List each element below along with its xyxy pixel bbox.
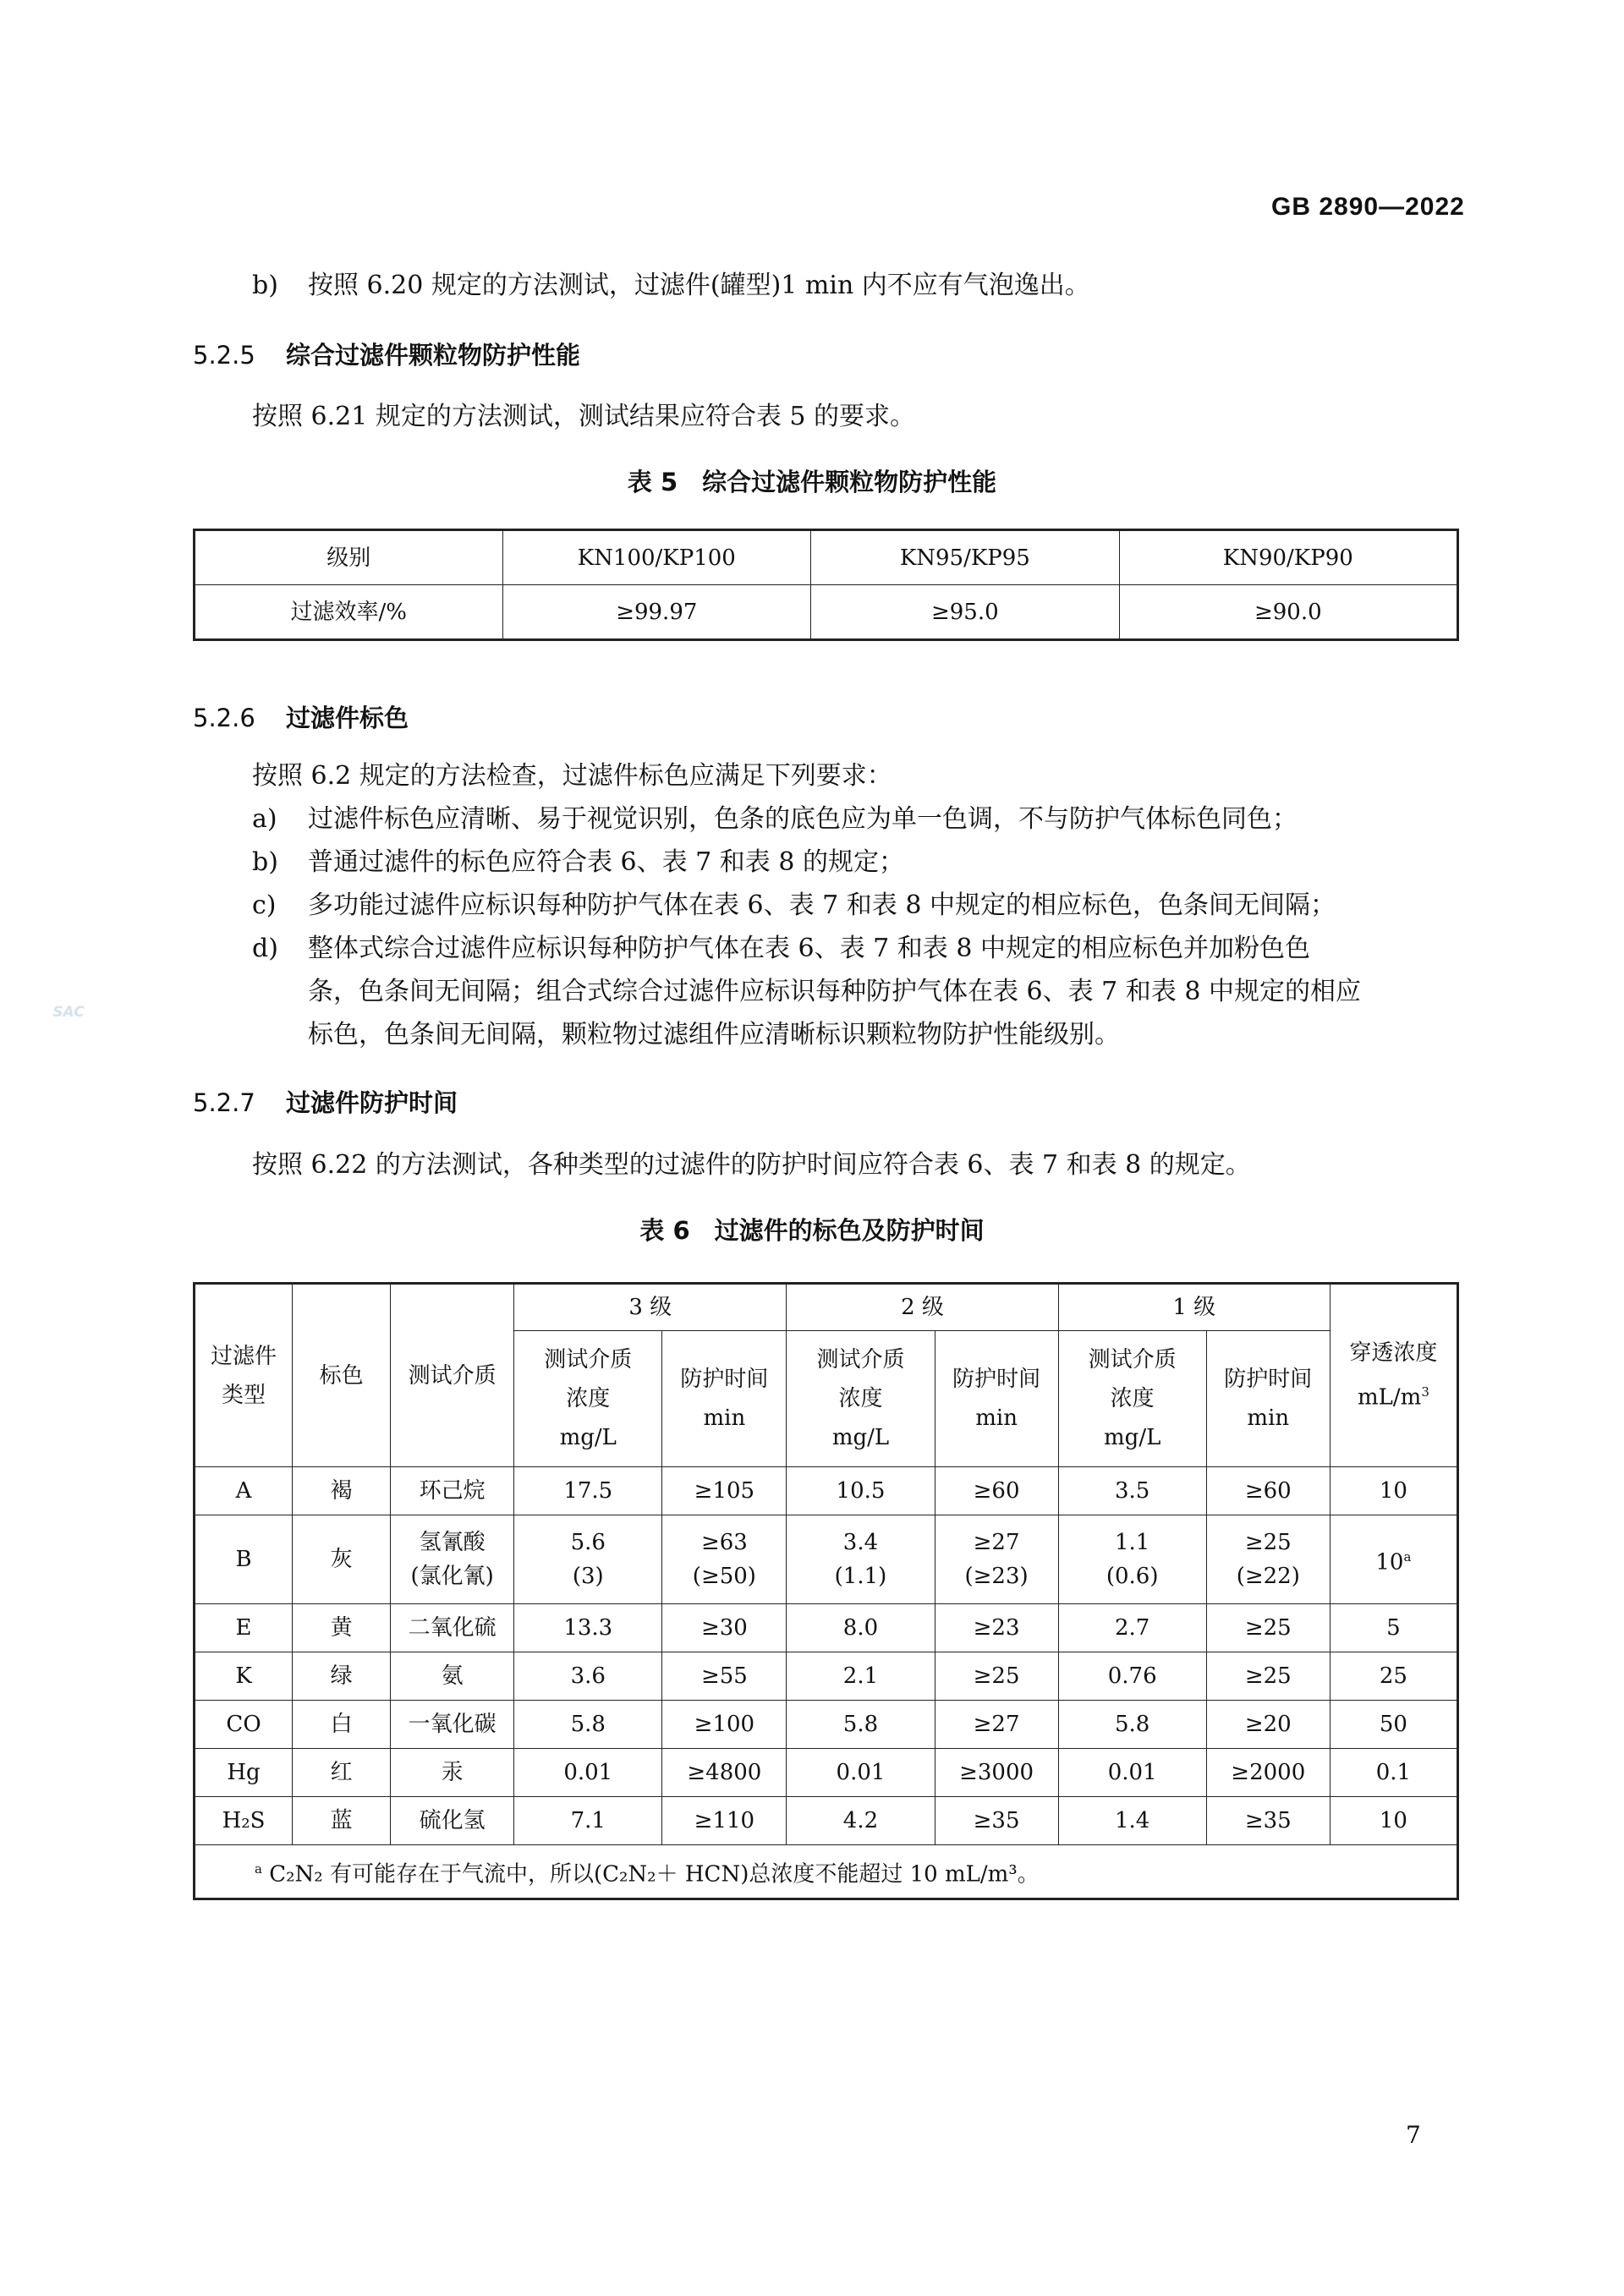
list-item-text: 多功能过滤件应标识每种防护气体在表 6、表 7 和表 8 中规定的相应标色，色条间无间隔； (308, 890, 1336, 920)
cell-line: ≥35 (973, 1808, 1020, 1833)
table-6-title: 表 6 过滤件的标色及防护时间 (639, 1216, 985, 1245)
footnote-mark: a (255, 1860, 262, 1877)
table-cell (514, 1652, 662, 1701)
page-number: 7 (1406, 2121, 1421, 2149)
table-5 (193, 529, 1459, 641)
table-cell: KN90/KP90 (1119, 530, 1457, 585)
table-row (195, 1701, 1458, 1749)
table-cell: E (195, 1604, 293, 1652)
cell-line: ≥4800 (687, 1760, 762, 1785)
table-cell (1330, 1467, 1457, 1515)
cell-line: (≥50) (692, 1564, 756, 1589)
table-cell: 黄 (293, 1604, 391, 1652)
section-title: 过滤件标色 (286, 704, 409, 732)
list-item (252, 889, 1336, 923)
cell-line: (氯化氰) (410, 1564, 494, 1589)
cell-line: ≥100 (694, 1712, 755, 1737)
header-text: min (1247, 1406, 1290, 1431)
table-cell: KN100/KP100 (502, 530, 811, 585)
header-type (195, 1284, 293, 1467)
list-item (252, 269, 1090, 303)
header-unit (1330, 1373, 1457, 1417)
paragraph: 按照 6.2 规定的方法检查，过滤件标色应满足下列要求： (252, 761, 892, 791)
cell-line: 10.5 (836, 1478, 886, 1504)
table-row (195, 585, 1458, 640)
table-cell (1058, 1797, 1206, 1845)
table-5-title: 表 5 综合过滤件颗粒物防护性能 (627, 468, 997, 496)
list-item-text: 按照 6.20 规定的方法测试，过滤件(罐型)1 min 内不应有气泡逸出。 (308, 271, 1090, 300)
list-item-text: 过滤件标色应清晰、易于视觉识别，色条的底色应为单一色调，不与防护气体标色同色； (308, 804, 1298, 834)
header-text: 测试介质 (1088, 1347, 1177, 1373)
cell-line: (1.1) (834, 1564, 887, 1589)
section-heading-5-2-7 (193, 1084, 458, 1119)
cell-line: ≥60 (1244, 1478, 1292, 1504)
header-text: 防护时间 (1224, 1367, 1313, 1392)
cell-line: 一氧化碳 (408, 1712, 497, 1737)
list-item (252, 932, 1310, 966)
cell-line: 5.8 (570, 1712, 606, 1737)
table-cell (1058, 1467, 1206, 1515)
table-cell (787, 1652, 935, 1701)
table-cell (662, 1749, 787, 1797)
cell-value: 10 (1375, 1549, 1404, 1575)
cell-line: 3.6 (570, 1663, 606, 1689)
cell-line: (≥22) (1236, 1564, 1300, 1589)
table-cell (1206, 1604, 1330, 1652)
table-cell (935, 1749, 1058, 1797)
header-text: 浓度 (1110, 1386, 1155, 1411)
cell-value: 10 (1379, 1808, 1407, 1833)
header-text: 防护时间 (952, 1367, 1041, 1392)
cell-line: 1.1 (1115, 1530, 1150, 1555)
table-row (195, 1515, 1458, 1604)
table-cell (662, 1604, 787, 1652)
table-cell (391, 1652, 514, 1701)
header-medium: 测试介质 (391, 1284, 514, 1467)
table-cell (1206, 1749, 1330, 1797)
table-cell: B (195, 1515, 293, 1604)
cell-line: ≥55 (700, 1663, 748, 1689)
cell-line: 8.0 (842, 1615, 879, 1641)
cell-line: 1.4 (1115, 1808, 1150, 1833)
table-cell (662, 1652, 787, 1701)
header-conc (787, 1331, 935, 1467)
list-item-label: c) (252, 890, 277, 920)
cell-line: ≥3000 (959, 1760, 1034, 1785)
table-body (195, 1467, 1458, 1845)
header-text: min (703, 1406, 746, 1431)
list-item (252, 846, 904, 879)
header-text: mg/L (559, 1425, 617, 1450)
table-cell (787, 1604, 935, 1652)
table-cell (787, 1701, 935, 1749)
header-text: 防护时间 (680, 1367, 769, 1392)
cell-line: 2.1 (842, 1663, 879, 1689)
table-row (195, 1749, 1458, 1797)
cell-line: 0.76 (1107, 1663, 1157, 1689)
header-time (662, 1331, 787, 1467)
cell-line: ≥63 (700, 1530, 748, 1555)
section-heading-5-2-6 (193, 699, 409, 734)
cell-line: 0.01 (836, 1760, 886, 1785)
header-text: mg/L (831, 1425, 890, 1450)
table-cell: Hg (195, 1749, 293, 1797)
paragraph: 按照 6.21 规定的方法测试，测试结果应符合表 5 的要求。 (252, 402, 916, 431)
table-cell (391, 1604, 514, 1652)
header-conc (1058, 1331, 1206, 1467)
table-cell: 蓝 (293, 1797, 391, 1845)
table-header-row (195, 1284, 1458, 1331)
cell-line: ≥110 (694, 1808, 755, 1833)
table-cell (514, 1797, 662, 1845)
cell-line: 2.7 (1115, 1615, 1150, 1641)
cell-line: 4.2 (842, 1808, 879, 1833)
cell-line: 13.3 (563, 1615, 613, 1641)
table-footnote-row (195, 1845, 1458, 1899)
header-penetration (1330, 1284, 1457, 1467)
list-item-label: a) (252, 804, 277, 834)
list-item-text: 整体式综合过滤件应标识每种防护气体在表 6、表 7 和表 8 中规定的相应标色并加粉色色 (308, 934, 1310, 963)
table-cell: ≥99.97 (502, 585, 811, 640)
header-text: mg/L (1104, 1425, 1161, 1450)
table-cell: KN95/KP95 (811, 530, 1120, 585)
cell-line: (0.6) (1106, 1564, 1159, 1589)
cell-line: ≥27 (973, 1530, 1020, 1555)
table-cell (662, 1797, 787, 1845)
table-cell (1058, 1604, 1206, 1652)
header-time (1206, 1331, 1330, 1467)
table-cell (391, 1749, 514, 1797)
table-cell (1058, 1515, 1206, 1604)
unit-exponent: 3 (1421, 1384, 1429, 1400)
header-text: 穿透浓度 (1349, 1340, 1438, 1367)
cell-line: 硫化氢 (419, 1808, 486, 1833)
standard-number: GB 2890—2022 (1271, 193, 1465, 221)
cell-value: 25 (1379, 1663, 1407, 1689)
table-cell (935, 1652, 1058, 1701)
table-cell (514, 1701, 662, 1749)
cell-line: ≥20 (1244, 1712, 1292, 1737)
list-item-text: 标色，色条间无间隔，颗粒物过滤组件应清晰标识颗粒物防护性能级别。 (308, 1020, 1120, 1049)
table-cell (1330, 1652, 1457, 1701)
footnote-text: C₂N₂ 有可能存在于气流中，所以(C₂N₂＋ HCN)总浓度不能超过 10 mL/m³。 (269, 1861, 1040, 1888)
header-conc (514, 1331, 662, 1467)
cell-line: 7.1 (570, 1808, 606, 1833)
table-cell (1058, 1652, 1206, 1701)
header-text: 过滤件 (211, 1343, 277, 1369)
table-cell: 红 (293, 1749, 391, 1797)
cell-line: ≥23 (973, 1615, 1020, 1641)
header-grade-1: 1 级 (1058, 1284, 1330, 1331)
table-cell (935, 1515, 1058, 1604)
table-cell (1330, 1749, 1457, 1797)
table-cell (787, 1749, 935, 1797)
table-cell (514, 1604, 662, 1652)
table-row (195, 1604, 1458, 1652)
table-cell: K (195, 1652, 293, 1701)
cell-line: 二氧化硫 (408, 1615, 497, 1641)
table-cell (1206, 1515, 1330, 1604)
cell-line: ≥25 (1244, 1663, 1292, 1689)
cell-line: 0.01 (1107, 1760, 1157, 1785)
cell-line: 3.5 (1115, 1478, 1150, 1504)
header-grade-3: 3 级 (514, 1284, 787, 1331)
table-cell: ≥90.0 (1119, 585, 1457, 640)
cell-value: 0.1 (1375, 1760, 1412, 1785)
header-color: 标色 (293, 1284, 391, 1467)
cell-value: 5 (1386, 1615, 1401, 1641)
section-title: 综合过滤件颗粒物防护性能 (286, 341, 581, 370)
cell-line: ≥25 (1244, 1530, 1292, 1555)
cell-line: 5.8 (1115, 1712, 1150, 1737)
cell-line: (≥23) (964, 1564, 1029, 1589)
list-item-text: 条，色条间无间隔；组合式综合过滤件应标识每种防护气体在表 6、表 7 和表 8 中规定的相应 (308, 977, 1361, 1006)
header-text: 测试介质 (544, 1347, 633, 1373)
table-row (195, 1652, 1458, 1701)
table-cell (1330, 1604, 1457, 1652)
list-item (252, 803, 1298, 836)
table-cell (787, 1515, 935, 1604)
table-cell (1330, 1515, 1457, 1604)
table-cell (935, 1797, 1058, 1845)
table-cell: 褐 (293, 1467, 391, 1515)
table-cell (1206, 1652, 1330, 1701)
table-cell (391, 1515, 514, 1604)
table-cell (1058, 1701, 1206, 1749)
header-text: 测试介质 (816, 1347, 905, 1373)
sac-watermark-logo: SAC (52, 1004, 85, 1021)
cell-line: 汞 (441, 1760, 464, 1785)
cell-line: 0.01 (563, 1760, 613, 1785)
header-text: 浓度 (838, 1386, 883, 1411)
table-cell (391, 1701, 514, 1749)
table-cell: 灰 (293, 1515, 391, 1604)
table-cell: A (195, 1467, 293, 1515)
section-number: 5.2.6 (193, 704, 255, 732)
cell-line: 5.8 (842, 1712, 879, 1737)
footnote-mark: a (1403, 1548, 1412, 1564)
cell-line: ≥27 (973, 1712, 1020, 1737)
header-text: 浓度 (566, 1386, 611, 1411)
header-text: 类型 (222, 1382, 266, 1408)
cell-line: (3) (572, 1564, 604, 1589)
cell-line: 3.4 (842, 1530, 879, 1555)
table-cell (514, 1749, 662, 1797)
cell-line: 氨 (441, 1663, 464, 1689)
table-cell (787, 1467, 935, 1515)
table-cell (391, 1797, 514, 1845)
cell-line: ≥105 (694, 1478, 755, 1504)
table-cell (935, 1467, 1058, 1515)
table-cell (662, 1467, 787, 1515)
header-time (935, 1331, 1058, 1467)
table-cell (662, 1701, 787, 1749)
table-cell (935, 1701, 1058, 1749)
section-number: 5.2.5 (193, 341, 255, 370)
table-cell (1206, 1467, 1330, 1515)
table-cell (514, 1515, 662, 1604)
table-row (195, 1797, 1458, 1845)
list-item-label: b) (252, 847, 278, 877)
paragraph: 按照 6.22 的方法测试，各种类型的过滤件的防护时间应符合表 6、表 7 和表 8 的规定。 (252, 1150, 1251, 1180)
table-header-row (195, 530, 1458, 585)
table-cell: 级别 (195, 530, 503, 585)
cell-line: 环己烷 (419, 1478, 486, 1504)
table-cell (1330, 1797, 1457, 1845)
table-cell: 绿 (293, 1652, 391, 1701)
unit-text: mL/m (1357, 1384, 1422, 1411)
table-cell (514, 1467, 662, 1515)
table-cell: ≥95.0 (811, 585, 1120, 640)
table-cell (1330, 1701, 1457, 1749)
table-row (195, 1467, 1458, 1515)
table-cell (1058, 1749, 1206, 1797)
cell-value: 50 (1379, 1712, 1407, 1737)
cell-line: ≥60 (973, 1478, 1020, 1504)
table-cell (787, 1797, 935, 1845)
header-text: min (975, 1406, 1018, 1431)
table-cell (391, 1467, 514, 1515)
cell-line: ≥25 (1244, 1615, 1292, 1641)
table-cell (935, 1604, 1058, 1652)
cell-line: 5.6 (570, 1530, 606, 1555)
list-item-label: b) (252, 271, 278, 300)
table-cell: H₂S (195, 1797, 293, 1845)
cell-line: 17.5 (563, 1478, 613, 1504)
cell-line: ≥2000 (1231, 1760, 1306, 1785)
table-cell: 过滤效率/% (195, 585, 503, 640)
table-cell (1206, 1701, 1330, 1749)
table-cell: 白 (293, 1701, 391, 1749)
section-heading-5-2-5 (193, 337, 580, 371)
table-footnote (195, 1845, 1458, 1899)
cell-value: 10 (1379, 1478, 1407, 1504)
cell-line: 氢氰酸 (419, 1530, 486, 1555)
section-number: 5.2.7 (193, 1088, 255, 1117)
header-grade-2: 2 级 (787, 1284, 1058, 1331)
cell-line: ≥30 (700, 1615, 748, 1641)
table-cell (1206, 1797, 1330, 1845)
cell-line: ≥25 (973, 1663, 1020, 1689)
list-item-text: 普通过滤件的标色应符合表 6、表 7 和表 8 的规定； (308, 847, 904, 877)
list-item-label: d) (252, 934, 278, 963)
table-cell (662, 1515, 787, 1604)
section-title: 过滤件防护时间 (286, 1088, 458, 1117)
table-6 (193, 1282, 1459, 1900)
table-cell: CO (195, 1701, 293, 1749)
cell-line: ≥35 (1244, 1808, 1292, 1833)
